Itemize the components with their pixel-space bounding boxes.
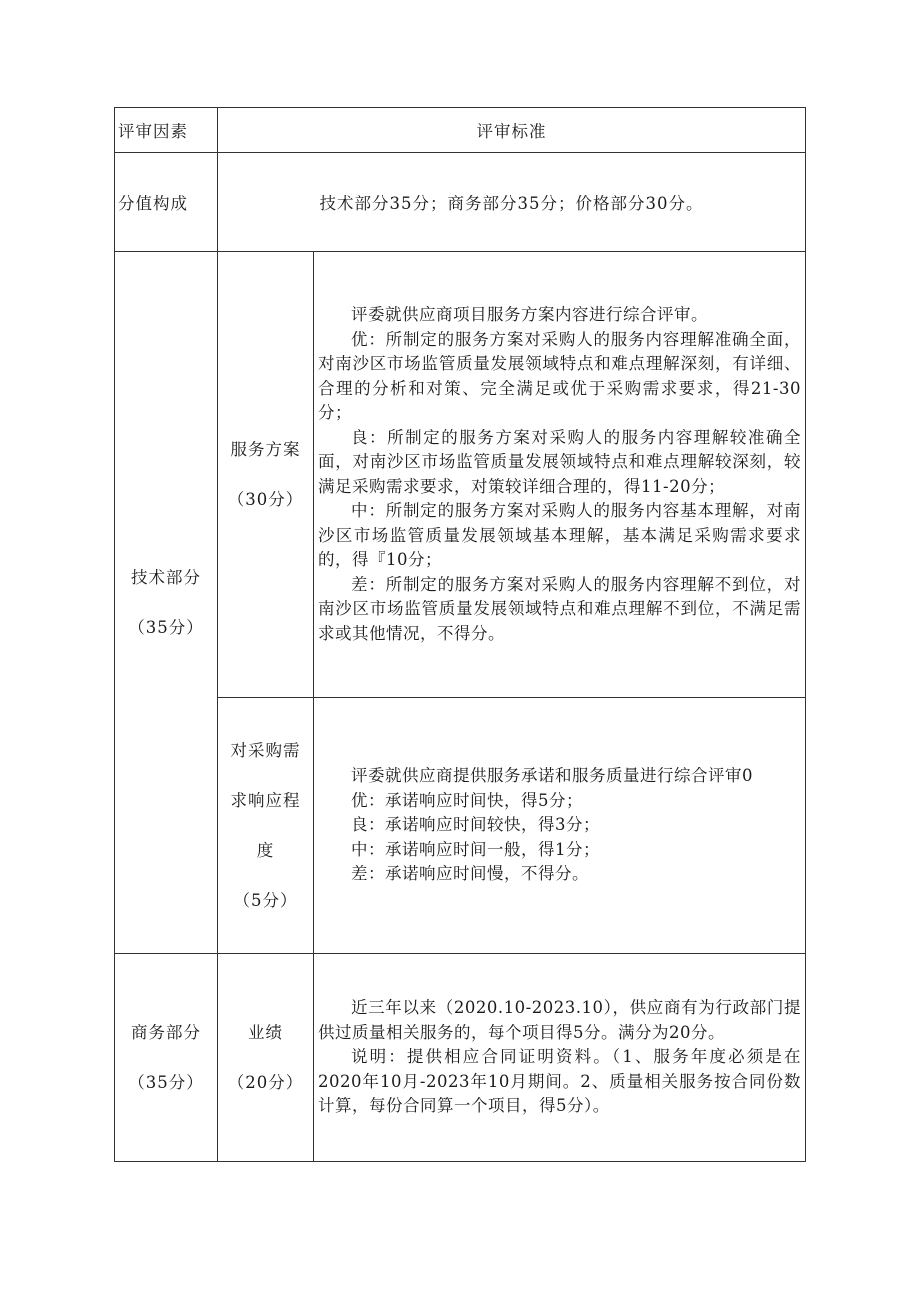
header-row <box>115 108 806 153</box>
header-factor: 评审因素 <box>115 108 218 153</box>
technical-label: 技术部分 <box>131 567 201 587</box>
response-poor: 差：承诺响应时间慢，不得分。 <box>351 864 589 884</box>
score-composition-text: 技术部分35分；商务部分35分；价格部分30分。 <box>218 153 806 252</box>
service-plan-fair: 中：所制定的服务方案对采购人的服务内容基本理解，对南沙区市场监管质量发展领域基本理解，基本满足采购需求要求的，得『10分； <box>318 501 801 569</box>
technical-points: （35分） <box>128 617 204 637</box>
response-criteria <box>314 698 806 954</box>
service-plan-good: 良：所制定的服务方案对采购人的服务内容理解较准确全面，对南沙区市场监管质量发展领域特点和难点理解较深刻，较满足采购需求要求，对策较详细合理的，得11-20分； <box>318 427 801 496</box>
response-label-line: 度 <box>256 840 275 860</box>
response-good: 良：承诺响应时间较快，得3分； <box>351 815 600 835</box>
performance-note: 说明：提供相应合同证明资料。（1、服务年度必须是在2020年10月-2023年10月期间。2、质量相关服务按合同份数计算，每份合同算一个项目，得5分）。 <box>318 1047 801 1116</box>
service-plan-criteria <box>314 252 806 698</box>
service-plan-poor: 差：所制定的服务方案对采购人的服务内容理解不到位，对南沙区市场监管质量发展领域特点和难点理解不到位，不满足需求或其他情况，不得分。 <box>318 574 801 643</box>
response-points: （5分） <box>233 890 298 910</box>
header-criteria: 评审标准 <box>218 108 806 153</box>
score-composition-label: 分值构成 <box>115 153 218 252</box>
performance-row <box>115 954 806 1162</box>
business-label: 商务部分 <box>131 1022 201 1042</box>
service-plan-points: （30分） <box>227 489 304 509</box>
response-intro: 评委就供应商提供服务承诺和服务质量进行综合评审0 <box>351 766 753 786</box>
response-label-line: 对采购需 <box>230 740 301 760</box>
technical-section-label <box>115 252 218 954</box>
service-plan-excellent: 优：所制定的服务方案对采购人的服务内容理解准确全面，对南沙区市场监管质量发展领域特点和难点理解深刻，有详细、合理的分析和对策、完全满足或优于采购需求要求，得21-30分； <box>318 329 801 422</box>
business-section-label <box>115 954 218 1162</box>
response-label-line: 求响应程 <box>230 790 301 810</box>
scoring-table <box>114 107 806 1162</box>
score-composition-row <box>115 153 806 252</box>
performance-label-cell <box>218 954 314 1162</box>
service-plan-label: 服务方案 <box>230 439 301 459</box>
performance-rule: 近三年以来（2020.10-2023.10），供应商有为行政部门提供过质量相关服务的，每个项目得5分。满分为20分。 <box>318 998 801 1042</box>
response-label-cell <box>218 698 314 954</box>
business-points: （35分） <box>128 1072 204 1092</box>
service-plan-intro: 评委就供应商项目服务方案内容进行综合评审。 <box>351 305 708 324</box>
service-plan-label-cell <box>218 252 314 698</box>
response-excellent: 优：承诺响应时间快，得5分； <box>351 790 583 810</box>
performance-points: （20分） <box>227 1072 304 1092</box>
performance-label: 业绩 <box>248 1022 283 1042</box>
service-plan-row <box>115 252 806 698</box>
performance-criteria <box>314 954 806 1162</box>
response-fair: 中：承诺响应时间一般，得1分； <box>351 839 600 859</box>
response-row <box>115 698 806 954</box>
